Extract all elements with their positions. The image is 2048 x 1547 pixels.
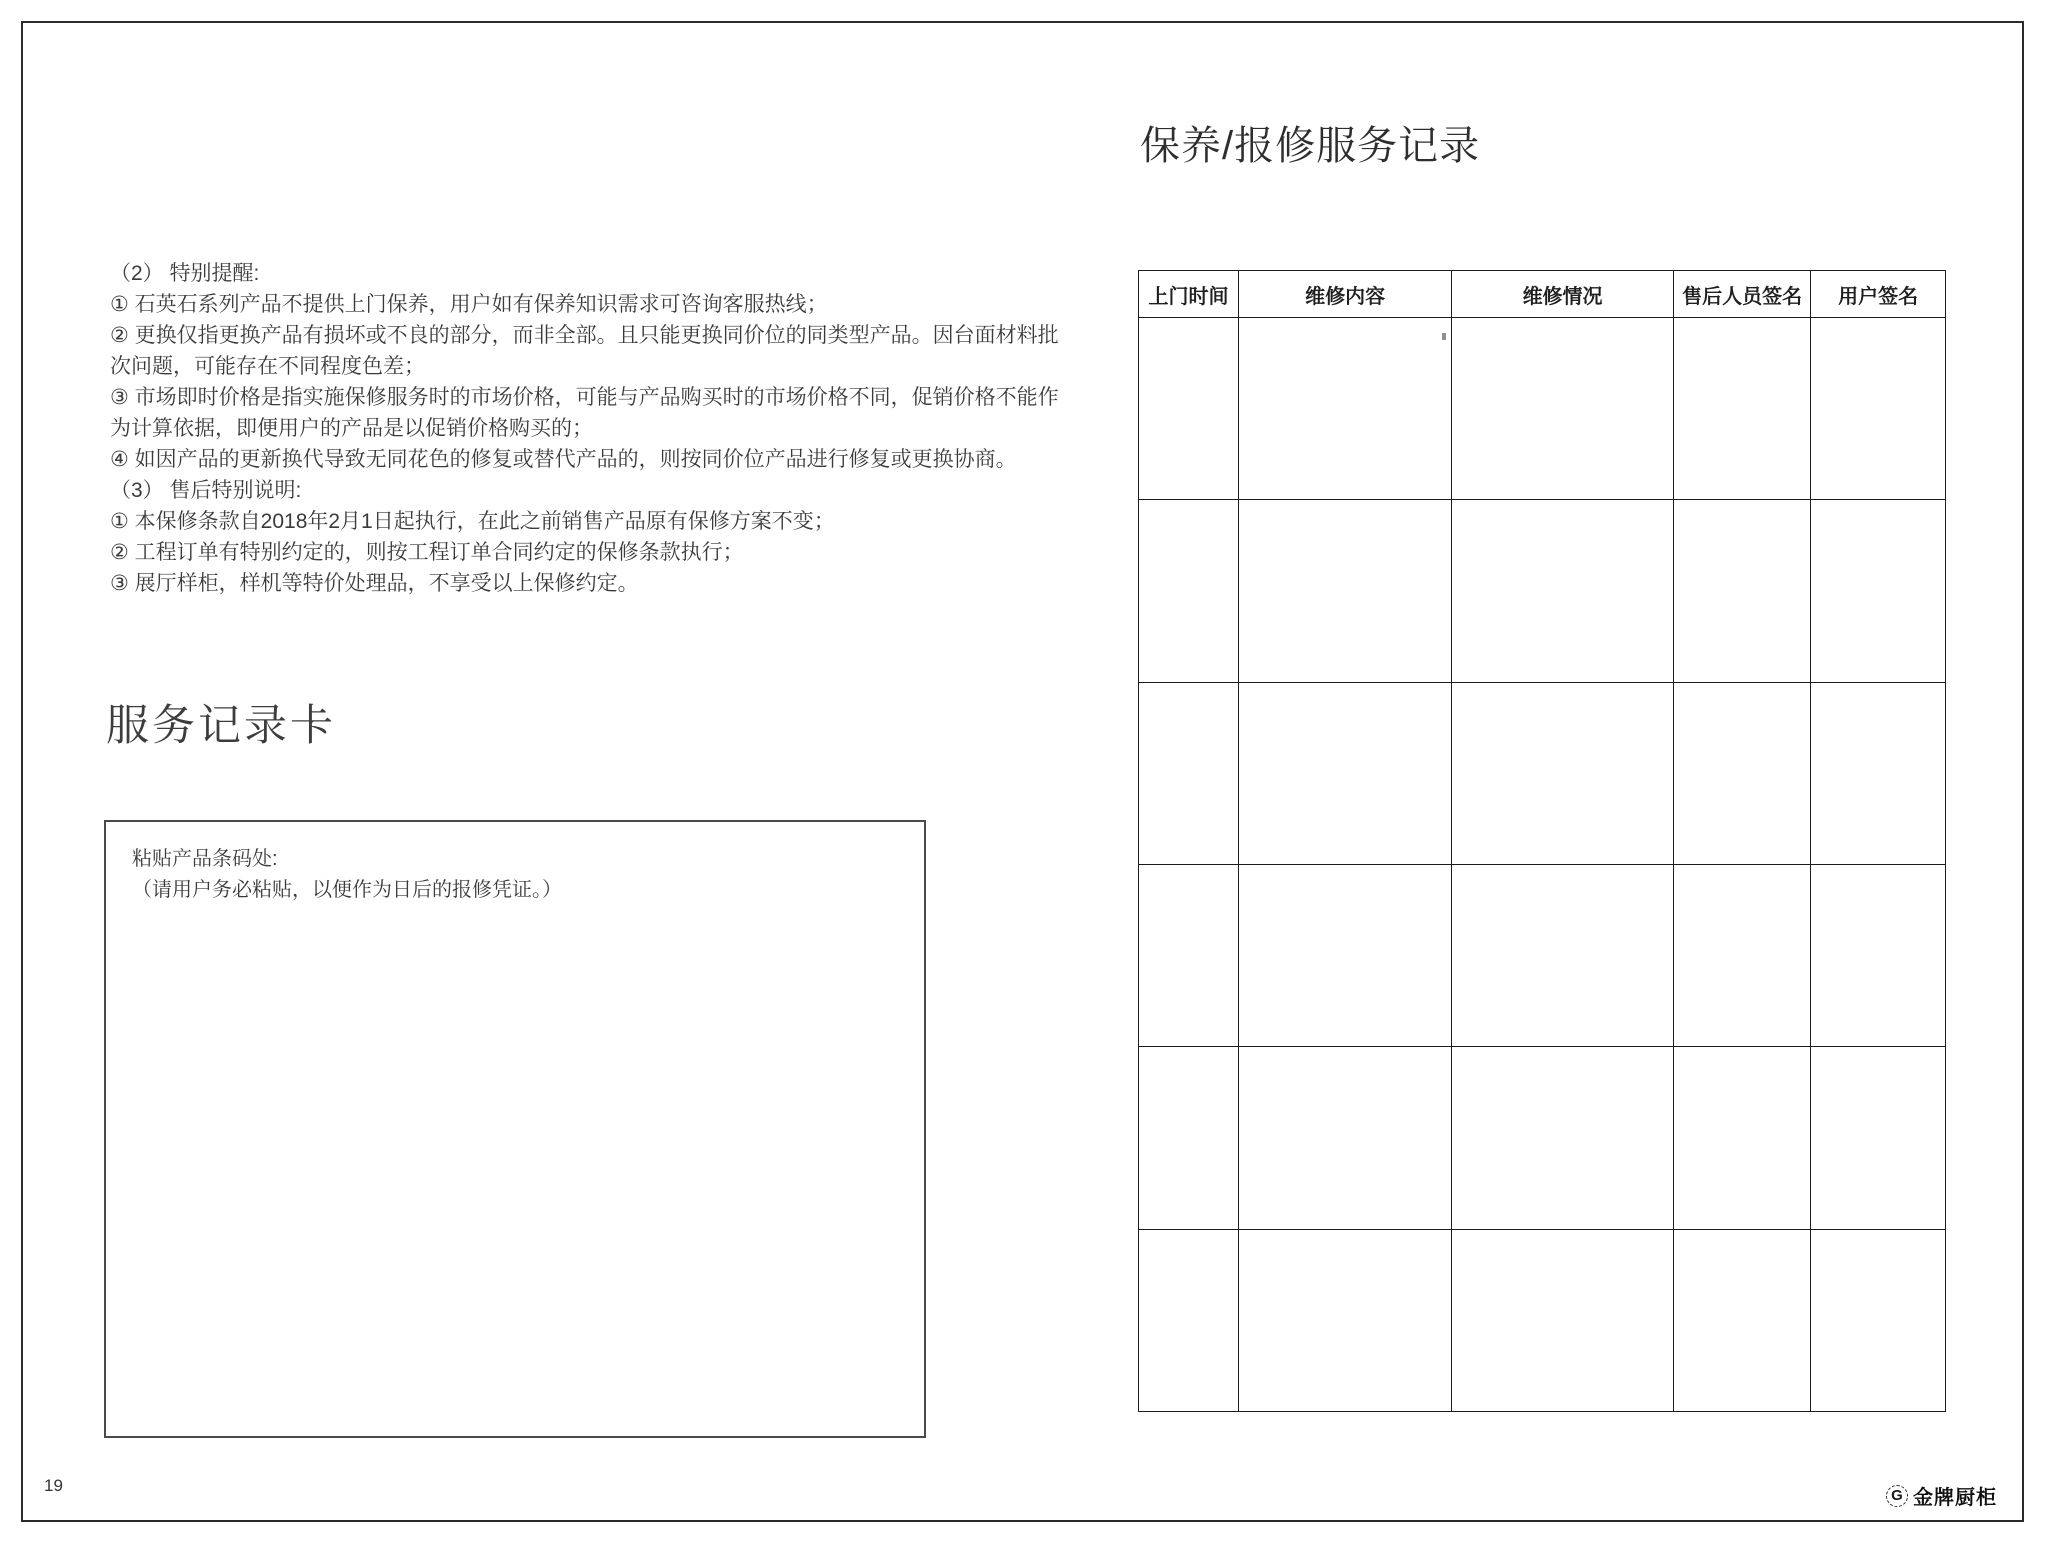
header-cell-staff-signature: 售后人员签名 [1674,271,1811,318]
header-cell-repair-status: 维修情况 [1452,271,1674,318]
table-cell [1139,318,1239,500]
header-cell-user-signature: 用户签名 [1811,271,1946,318]
table-cell [1139,682,1239,864]
notice-line: ③ 市场即时价格是指实施保修服务时的市场价格，可能与产品购买时的市场价格不同，促销价格不能作 [110,386,1059,409]
brand-g-icon: G [1886,1485,1908,1507]
table-cell [1452,1047,1674,1229]
table-row [1139,318,1946,500]
table-cell [1674,682,1811,864]
table-cell [1139,1047,1239,1229]
table-cell [1239,500,1452,682]
scan-artifact-dot [1442,333,1446,340]
table-cell [1674,500,1811,682]
table-cell [1139,1229,1239,1411]
barcode-box-note: （请用户务必粘贴，以便作为日后的报修凭证。） [132,879,562,901]
notice-line: （2） 特别提醒: [110,262,260,285]
table-cell [1811,318,1946,500]
barcode-box-label: 粘贴产品条码处: [132,848,278,870]
table-cell [1452,864,1674,1046]
barcode-paste-box [104,820,926,1438]
notice-line: 次问题，可能存在不同程度色差； [110,355,425,378]
notice-line: ③ 展厅样柜，样机等特价处理品，不享受以上保修约定。 [110,572,639,595]
table-header-row [1139,271,1946,318]
table-cell [1452,318,1674,500]
table-cell [1811,500,1946,682]
table-row [1139,1229,1946,1411]
table-cell [1239,864,1452,1046]
table-cell [1452,682,1674,864]
table-row [1139,864,1946,1046]
table-cell [1139,864,1239,1046]
notice-line: ② 更换仅指更换产品有损坏或不良的部分，而非全部。且只能更换同价位的同类型产品。因台面材料批 [110,324,1059,347]
maintenance-record-table [1138,270,1946,1412]
table-cell [1674,864,1811,1046]
table-cell [1811,1047,1946,1229]
table-cell [1811,1229,1946,1411]
notice-line: ④ 如因产品的更新换代导致无同花色的修复或替代产品的，则按同价位产品进行修复或更换协商。 [110,448,1017,471]
warranty-notice-text [110,258,1059,599]
table-cell [1452,500,1674,682]
table-cell [1811,864,1946,1046]
service-record-card-title: 服务记录卡 [106,702,336,750]
table-cell [1452,1229,1674,1411]
table-cell [1811,682,1946,864]
table-cell [1239,1229,1452,1411]
notice-line: ① 石英石系列产品不提供上门保养，用户如有保养知识需求可咨询客服热线； [110,293,828,316]
page-number: 19 [44,1476,63,1495]
maintenance-record-title: 保养/报修服务记录 [1140,124,1481,168]
table-cell [1674,1229,1811,1411]
table-cell [1239,318,1452,500]
notice-line: ① 本保修条款自2018年2月1日起执行，在此之前销售产品原有保修方案不变； [110,510,835,533]
table-cell [1239,1047,1452,1229]
notice-line: ② 工程订单有特别约定的，则按工程订单合同约定的保修条款执行； [110,541,744,564]
header-cell-visit-time: 上门时间 [1139,271,1239,318]
notice-line: （3） 售后特别说明: [110,479,302,502]
brand-logo [1886,1481,1997,1510]
notice-line: 为计算依据，即便用户的产品是以促销价格购买的； [110,417,593,440]
brand-name: 金牌厨柜 [1913,1487,1997,1509]
header-cell-repair-content: 维修内容 [1239,271,1452,318]
table-cell [1674,318,1811,500]
table-cell [1239,682,1452,864]
table-cell [1139,500,1239,682]
table-row [1139,1047,1946,1229]
table-row [1139,682,1946,864]
table-row [1139,500,1946,682]
table-cell [1674,1047,1811,1229]
